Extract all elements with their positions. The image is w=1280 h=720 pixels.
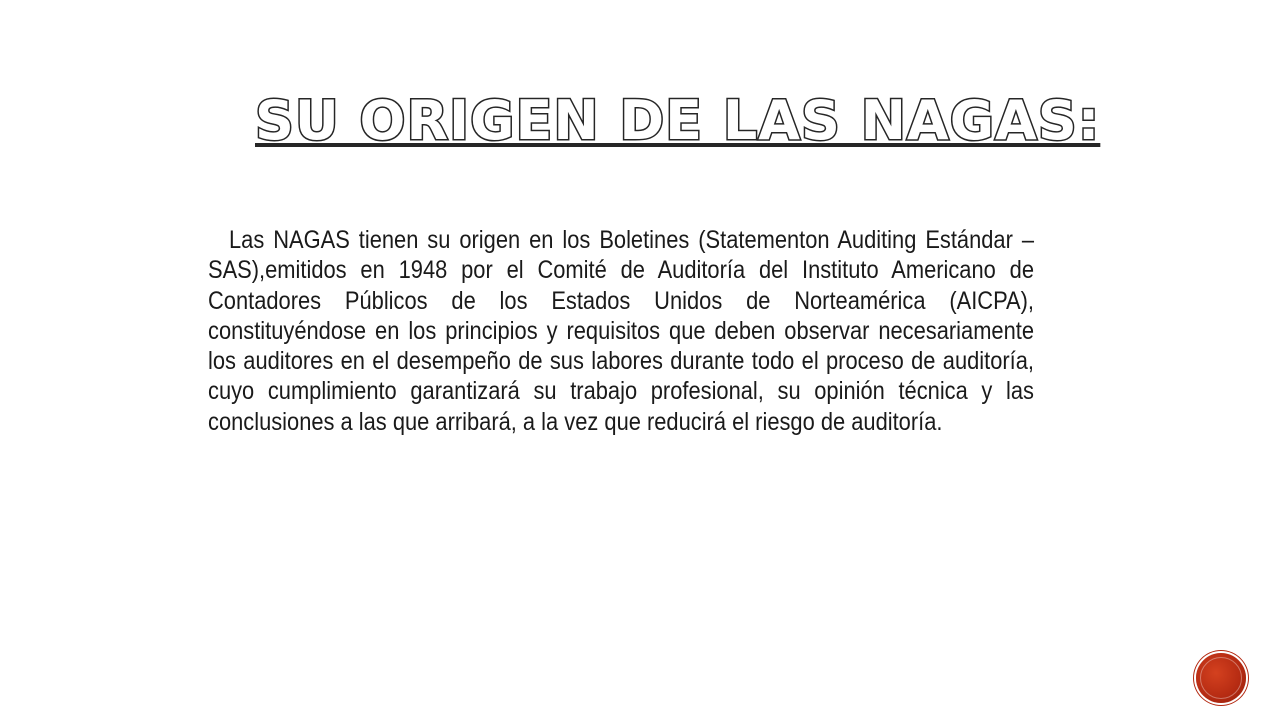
circle-button-icon[interactable] xyxy=(1196,653,1246,703)
slide-title: SU ORIGEN DE LAS NAGAS: xyxy=(255,89,1101,152)
slide-body-text: Las NAGAS tienen su origen en los Boletines (Statementon Auditing Estándar – SAS),emitidos en 1948 por el Comité de Auditoría del Instituto Americano de Contadores Públicos de los Estados Unidos de Norteamérica (AICPA), constituyéndose en los principios y requisitos que deben observar necesariamente los auditores en el desempeño de sus labores durante todo el proceso de auditoría, cuyo cumplimiento garantizará su trabajo profesional, su opinión técnica y las conclusiones a las que arribará, a la vez que reducirá el riesgo de auditoría. xyxy=(208,226,1034,436)
